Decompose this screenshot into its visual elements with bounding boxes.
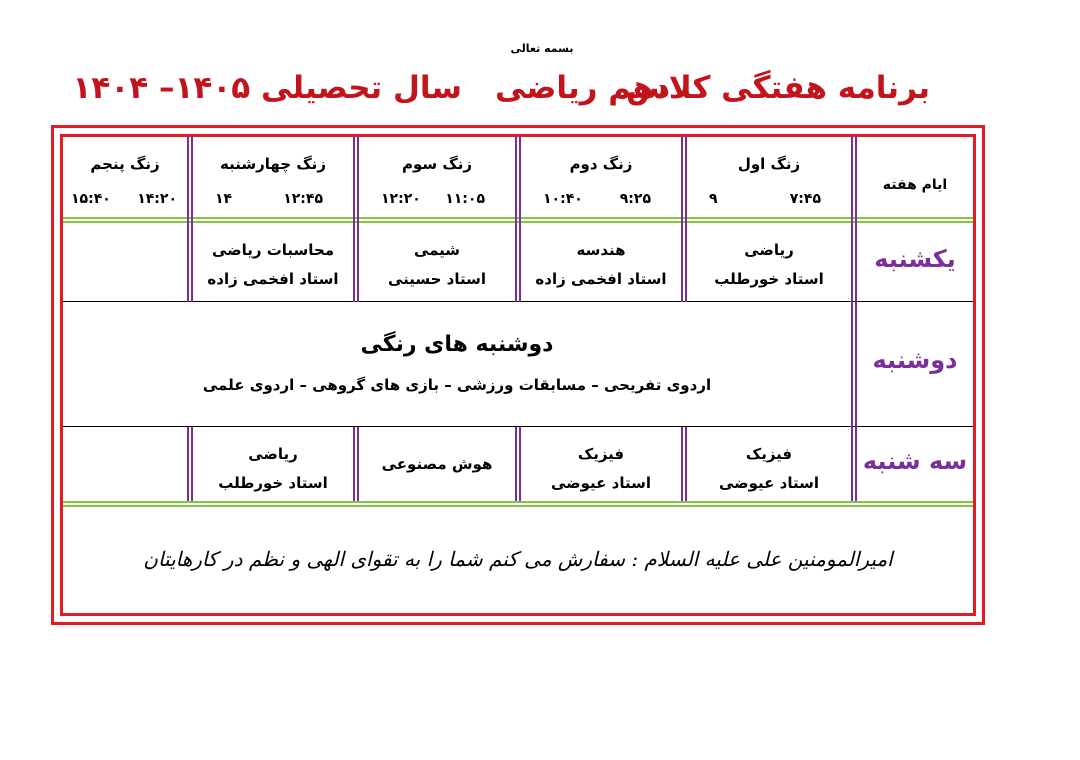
- schedule-title: برنامه هفتگی کلاس: [626, 70, 930, 106]
- period-header-2: [521, 137, 681, 217]
- period-end: ۱۵:۴۰: [71, 191, 111, 207]
- day-name: دوشنبه: [872, 346, 958, 374]
- period-label: زنگ سوم: [402, 155, 472, 173]
- subject: هندسه: [576, 241, 626, 259]
- schedule-frame: [51, 125, 985, 625]
- column-separator: [187, 427, 193, 501]
- teacher: استاد خورطلب: [218, 474, 328, 492]
- basmala: بسمه تعالی: [510, 42, 574, 55]
- teacher: استاد خورطلب: [714, 270, 824, 288]
- schedule-cell: [193, 223, 353, 301]
- hadith-quote: امیرالمومنین علی علیه السلام : سفارش می کنم شما را به تقوای الهی و نظم در کارهایتان: [143, 547, 893, 571]
- day-name: یکشنبه: [874, 245, 956, 273]
- subject: محاسبات ریاضی: [211, 241, 335, 259]
- column-separator: [187, 137, 193, 302]
- column-separator: [353, 427, 359, 501]
- period-label: زنگ پنجم: [90, 155, 160, 173]
- day-name: سه شنبه: [862, 447, 968, 475]
- period-start: ۱۴:۲۰: [137, 191, 177, 207]
- schedule-table: [60, 134, 976, 616]
- column-separator: [515, 427, 521, 501]
- period-start: ۹:۲۵: [619, 191, 651, 207]
- subject: فیزیک: [577, 445, 625, 463]
- schedule-cell: [359, 223, 515, 301]
- column-separator: [515, 137, 521, 302]
- column-separator: [681, 137, 687, 302]
- subject: ریاضی: [248, 445, 298, 463]
- period-header-5: [63, 137, 187, 217]
- period-start: ۷:۴۵: [789, 191, 821, 207]
- period-start: ۱۲:۴۵: [283, 191, 323, 207]
- teacher: استاد افخمی زاده: [535, 270, 667, 288]
- period-start: ۱۱:۰۵: [445, 191, 485, 207]
- schedule-title-row: [72, 70, 940, 120]
- period-label: زنگ دوم: [569, 155, 633, 173]
- column-separator: [353, 137, 359, 302]
- period-end: ۹: [709, 191, 718, 207]
- period-label: زنگ اول: [737, 155, 801, 173]
- schedule-cell: [687, 223, 851, 301]
- teacher: استاد افخمی زاده: [207, 270, 339, 288]
- column-separator: [681, 427, 687, 501]
- schedule-cell: [521, 427, 681, 501]
- days-header: ایام هفته: [882, 177, 948, 193]
- days-header-cell: [857, 137, 973, 217]
- period-header-3: [359, 137, 515, 217]
- academic-year: سال تحصیلی ۱۴۰۵– ۱۴۰۴: [72, 70, 462, 106]
- day-cell-monday: [857, 302, 973, 426]
- period-label: زنگ چهارشنبه: [220, 155, 326, 173]
- subject: هوش مصنوعی: [381, 455, 493, 473]
- schedule-cell: [687, 427, 851, 501]
- subject: ریاضی: [744, 241, 794, 259]
- column-separator: [851, 137, 857, 501]
- class-name: دهم ریاضی: [495, 70, 670, 106]
- period-end: ۱۴: [215, 191, 233, 207]
- schedule-cell: [359, 427, 515, 501]
- schedule-cell-empty: [63, 427, 187, 501]
- period-end: ۱۲:۲۰: [381, 191, 421, 207]
- row-separator: [63, 501, 973, 507]
- day-cell-sunday: [857, 223, 973, 301]
- period-header-4: [193, 137, 353, 217]
- period-header-1: [687, 137, 851, 217]
- subject: فیزیک: [745, 445, 793, 463]
- subject: شیمی: [413, 241, 461, 259]
- teacher: استاد عیوضی: [718, 474, 819, 492]
- special-subtitle: اردوی تفریحی – مسابقات ورزشی – بازی های گروهی – اردوی علمی: [202, 376, 712, 394]
- special-title: دوشنبه های رنگی: [360, 332, 554, 357]
- schedule-cell-empty: [63, 223, 187, 301]
- schedule-cell: [521, 223, 681, 301]
- period-end: ۱۰:۴۰: [543, 191, 583, 207]
- schedule-cell: [193, 427, 353, 501]
- day-cell-tuesday: [857, 427, 973, 501]
- teacher: استاد حسینی: [387, 270, 487, 288]
- teacher: استاد عیوضی: [550, 474, 651, 492]
- monday-special-cell: [63, 302, 851, 426]
